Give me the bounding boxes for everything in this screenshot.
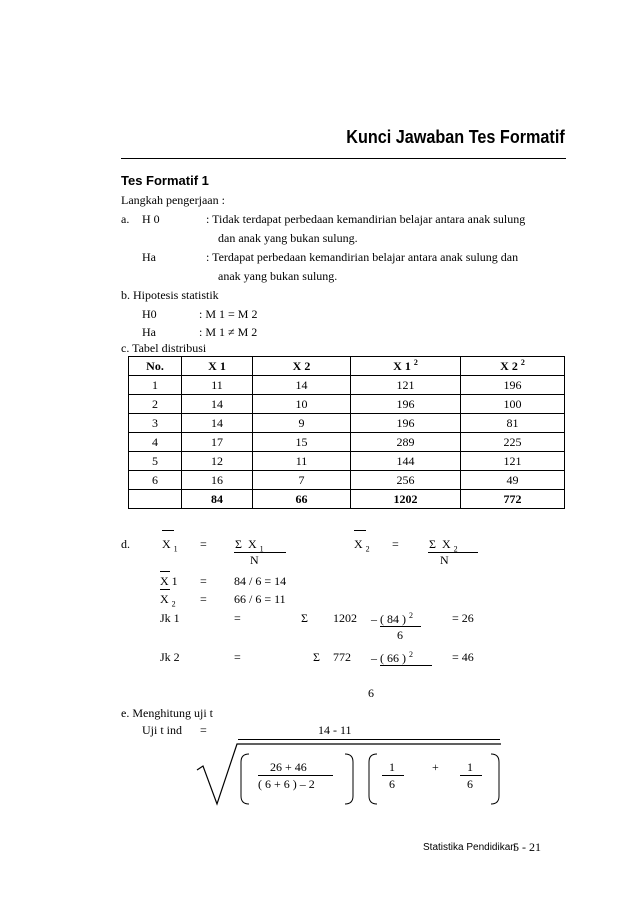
table-total-cell: [129, 490, 182, 509]
equals-sign: =: [392, 537, 399, 551]
table-total-cell: 66: [253, 490, 351, 509]
table-cell: 5: [129, 452, 182, 471]
h0-text-line2: dan anak yang bukan sulung.: [218, 231, 358, 245]
title-rule: [121, 158, 566, 159]
table-cell: 289: [351, 433, 461, 452]
jk2-denominator: 6: [368, 686, 374, 700]
mean-x1-symbol: X $_1$: [162, 537, 178, 554]
mean2-overline: [160, 589, 170, 590]
distribution-table: [128, 356, 565, 509]
table-header: No.: [129, 357, 182, 376]
f2-fraction-line: [382, 775, 404, 776]
mean1-overline: [160, 571, 170, 572]
table-header-row: [129, 357, 565, 376]
table-cell: 11: [182, 376, 253, 395]
plus-sign: +: [432, 760, 439, 774]
table-cell: 225: [461, 433, 565, 452]
table-row: [129, 471, 565, 490]
table-cell: 9: [253, 414, 351, 433]
t-test-lhs: Uji t ind: [142, 723, 183, 737]
table-total-cell: 1202: [351, 490, 461, 509]
table-header: X 1: [182, 357, 253, 376]
table-cell: 11: [253, 452, 351, 471]
f2-denominator: 6: [389, 777, 395, 791]
stat-ha-symbol: Ha: [142, 325, 156, 339]
table-cell: 14: [253, 376, 351, 395]
item-e-heading: e. Menghitung uji t: [121, 706, 213, 720]
f3-denominator: 6: [467, 777, 473, 791]
table-cell: 121: [461, 452, 565, 471]
table-cell: 3: [129, 414, 182, 433]
table-header: X 2: [253, 357, 351, 376]
table-cell: 2: [129, 395, 182, 414]
table-total-cell: 772: [461, 490, 565, 509]
table-header: X 2 $^2$: [461, 357, 565, 376]
table-cell: 4: [129, 433, 182, 452]
table-row: [129, 433, 565, 452]
h0-symbol: H 0: [142, 212, 160, 226]
item-a-label: a.: [121, 212, 130, 226]
table-total-cell: 84: [182, 490, 253, 509]
table-header: X 1 $^2$: [351, 357, 461, 376]
equals-sign: =: [200, 574, 207, 588]
ha-text-line1: : Terdapat perbedaan kemandirian belajar antara anak sulung dan: [206, 250, 519, 264]
table-row: [129, 376, 565, 395]
table-row: [129, 395, 565, 414]
jk2-minus-term: – ( 66 ) $^2$: [371, 650, 413, 665]
jk1-denominator: 6: [397, 628, 403, 642]
table-row: [129, 452, 565, 471]
table-cell: 15: [253, 433, 351, 452]
denominator-n: N: [250, 553, 259, 567]
mean2-rhs: 66 / 6 = 11: [234, 592, 286, 606]
table-total-row: [129, 490, 565, 509]
table-cell: 7: [253, 471, 351, 490]
section-heading: Tes Formatif 1: [121, 173, 209, 188]
sigma-x2: Σ X $_2$: [429, 537, 458, 554]
table-cell: 17: [182, 433, 253, 452]
f3-fraction-line: [460, 775, 482, 776]
jk2-result: = 46: [452, 650, 474, 664]
mean-x2-overline: [354, 530, 366, 531]
table-cell: 81: [461, 414, 565, 433]
t-numerator: 14 - 11: [318, 723, 352, 737]
mean1-lhs: X 1: [160, 574, 178, 588]
jk1-sum: 1202: [333, 611, 357, 625]
equals-sign: =: [234, 611, 241, 625]
sqrt-icon: [195, 742, 505, 810]
table-cell: 16: [182, 471, 253, 490]
table-cell: 6: [129, 471, 182, 490]
f2-numerator: 1: [389, 760, 395, 774]
jk1-result: = 26: [452, 611, 474, 625]
jk2-fraction-line: [380, 665, 432, 666]
jk2-sum: 772: [333, 650, 351, 664]
page-title: Kunci Jawaban Tes Formatif: [346, 127, 565, 147]
equals-sign: =: [200, 537, 207, 551]
table-cell: 196: [351, 414, 461, 433]
item-c-heading: c. Tabel distribusi: [121, 341, 207, 355]
denominator-n: N: [440, 553, 449, 567]
f1-denominator: ( 6 + 6 ) – 2: [258, 777, 315, 791]
jk1-fraction-line: [380, 626, 421, 627]
table-cell: 196: [461, 376, 565, 395]
jk1-lhs: Jk 1: [160, 611, 180, 625]
sigma-x1: Σ X $_1$: [235, 537, 264, 554]
table-cell: 49: [461, 471, 565, 490]
equals-sign: =: [200, 723, 207, 737]
ha-text-line2: anak yang bukan sulung.: [218, 269, 338, 283]
mean1-rhs: 84 / 6 = 14: [234, 574, 287, 588]
footer-label: Statistika Pendidikan: [423, 842, 516, 853]
jk2-sigma: Σ: [313, 650, 320, 664]
item-d-label: d.: [121, 537, 130, 551]
mean2-lhs: X $_2$: [160, 592, 176, 609]
table-cell: 144: [351, 452, 461, 471]
fraction-line-x2: [428, 552, 478, 553]
table-cell: 14: [182, 414, 253, 433]
fraction-line-x1: [234, 552, 286, 553]
f1-fraction-line: [258, 775, 333, 776]
page-number: 5 - 21: [513, 840, 541, 854]
h0-text-line1: : Tidak terdapat perbedaan kemandirian belajar antara anak sulung: [206, 212, 526, 226]
stat-h0-symbol: H0: [142, 307, 157, 321]
table-cell: 256: [351, 471, 461, 490]
intro-text: Langkah pengerjaan :: [121, 193, 225, 207]
table-cell: 196: [351, 395, 461, 414]
f3-numerator: 1: [467, 760, 473, 774]
stat-ha-expr: : M 1 ≠ M 2: [199, 325, 258, 339]
table-cell: 12: [182, 452, 253, 471]
f1-numerator: 26 + 46: [270, 760, 307, 774]
table-cell: 121: [351, 376, 461, 395]
mean-x2-symbol: X $_2$: [354, 537, 370, 554]
jk1-minus-term: – ( 84 ) $^2$: [371, 611, 413, 626]
t-fraction-line: [238, 739, 500, 740]
table-cell: 10: [253, 395, 351, 414]
stat-h0-expr: : M 1 = M 2: [199, 307, 258, 321]
jk2-lhs: Jk 2: [160, 650, 180, 664]
ha-symbol: Ha: [142, 250, 156, 264]
table-cell: 100: [461, 395, 565, 414]
table-row: [129, 414, 565, 433]
jk1-sigma: Σ: [301, 611, 308, 625]
equals-sign: =: [234, 650, 241, 664]
item-b-heading: b. Hipotesis statistik: [121, 288, 219, 302]
equals-sign: =: [200, 592, 207, 606]
table-cell: 1: [129, 376, 182, 395]
mean-x1-overline: [162, 530, 174, 531]
table-cell: 14: [182, 395, 253, 414]
